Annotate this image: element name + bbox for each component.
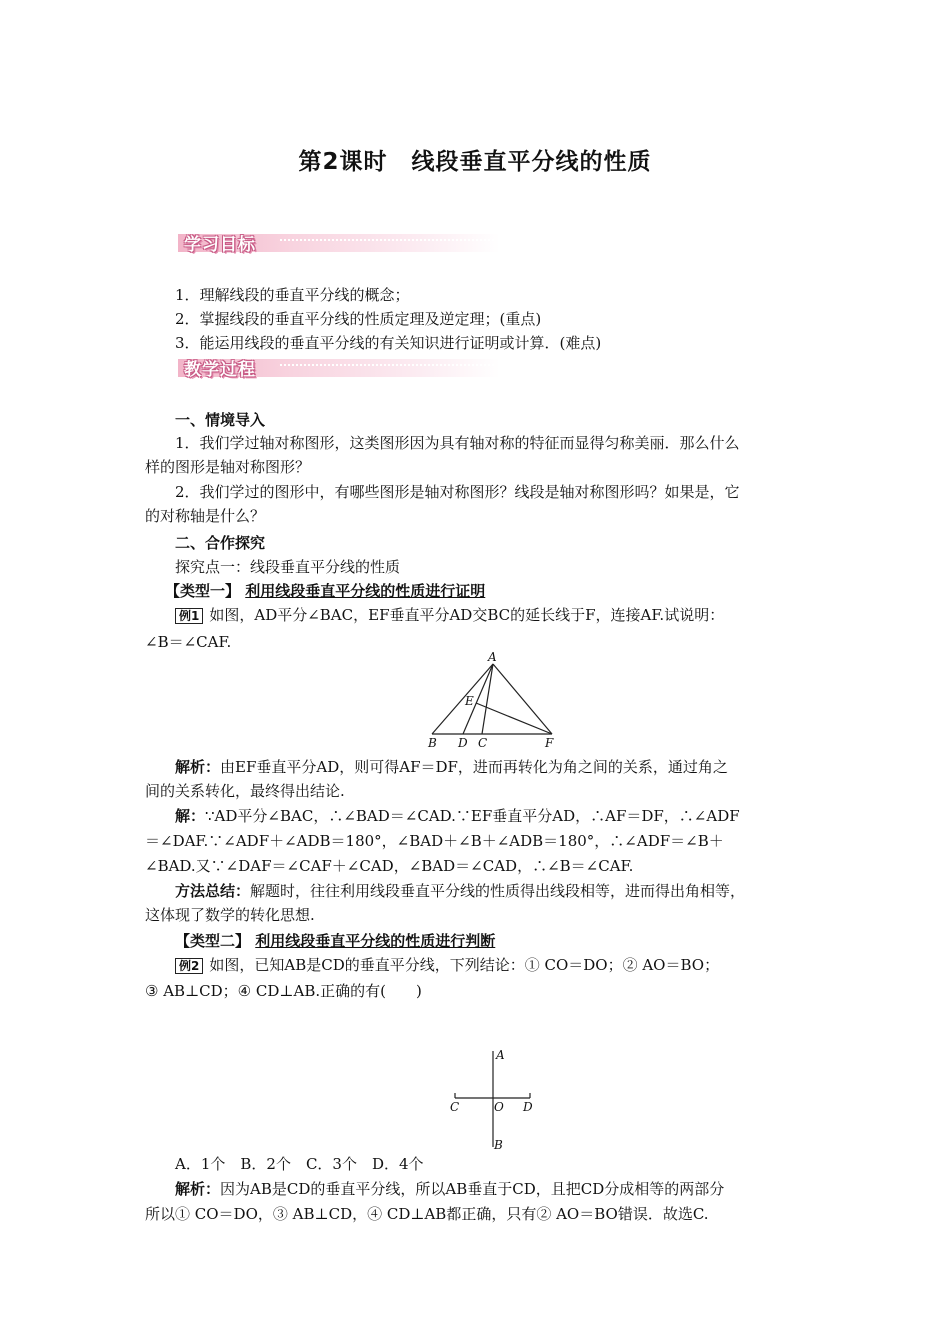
analysis-text: 因为AB是CD的垂直平分线，所以AB垂直于CD，且把CD分成相等的两部分 [220, 1180, 725, 1198]
paragraph-line: 所以① CO＝DO，③ AB⊥CD，④ CD⊥AB都正确，只有② AO＝BO错误．故选C. [145, 1205, 709, 1223]
problem-text: 如图，已知AB是CD的垂直平分线，下列结论：① CO＝DO；② AO＝BO； [209, 956, 720, 974]
label-a: A [488, 650, 497, 664]
segment-af [493, 664, 552, 734]
label-a: A [496, 1048, 505, 1062]
paragraph-line: ＝∠DAF.∵∠ADF＋∠ADB＝180°，∠BAD＋∠B＋∠ADB＝180°，∴∠ADF＝∠B＋ [145, 832, 724, 850]
analysis-label: 解析： [175, 758, 221, 776]
paragraph-line: 2．我们学过的图形中，有哪些图形是轴对称图形？线段是轴对称图形吗？如果是，它 [175, 483, 740, 501]
goal-item: 1．理解线段的垂直平分线的概念； [175, 286, 410, 304]
analysis-label: 解析： [175, 1180, 221, 1198]
label-d: D [458, 736, 468, 750]
analysis-text: 由EF垂直平分AD，则可得AF＝DF，进而再转化为角之间的关系，通过角之 [220, 758, 728, 776]
heading-part2: 二、合作探究 [175, 534, 266, 552]
page-title: 第2课时 线段垂直平分线的性质 [298, 149, 652, 175]
label-c: C [450, 1100, 460, 1114]
summary-text: 解题时，往往利用线段垂直平分线的性质得出线段相等，进而得出角相等， [250, 882, 746, 900]
example-1-line [175, 603, 724, 627]
solution-line [175, 804, 740, 828]
type-tag: 【类型二】 [175, 932, 251, 950]
banner-dots [280, 239, 494, 241]
paragraph-line: 1．我们学过轴对称图形，这类图形因为具有轴对称的特征而显得匀称美丽．那么什么 [175, 434, 740, 452]
banner-label: 学习目标 [184, 235, 256, 255]
type2-heading [175, 929, 495, 953]
inquiry-point: 探究点一：线段垂直平分线的性质 [175, 558, 401, 576]
label-b: B [494, 1138, 503, 1152]
type-title: 利用线段垂直平分线的性质进行判断 [255, 932, 496, 950]
label-o: O [494, 1100, 504, 1114]
goal-item: 3．能运用线段的垂直平分线的有关知识进行证明或计算．(难点) [175, 334, 602, 352]
section-banner-process [178, 355, 500, 379]
label-c: C [478, 736, 488, 750]
banner-label: 教学过程 [184, 360, 256, 380]
problem-text: 如图，AD平分∠BAC，EF垂直平分AD交BC的延长线于F，连接AF.试说明： [209, 606, 725, 624]
solution-label: 解： [175, 807, 206, 825]
cross-figure [445, 1045, 545, 1155]
paragraph-line: 间的关系转化，最终得出结论. [145, 782, 345, 800]
paragraph-line: ∠B＝∠CAF. [145, 633, 232, 651]
label-b: B [428, 736, 437, 750]
banner-dots [280, 364, 494, 366]
label-f: F [545, 736, 554, 750]
answer-options: A．1个 B．2个 C．3个 D．4个 [175, 1155, 424, 1173]
example-2-line [175, 953, 719, 977]
paragraph-line: 样的图形是轴对称图形？ [145, 458, 311, 476]
goal-item: 2．掌握线段的垂直平分线的性质定理及逆定理；(重点) [175, 310, 542, 328]
paragraph-line: ③ AB⊥CD；④ CD⊥AB.正确的有( ) [145, 982, 422, 1000]
paragraph-line: 的对称轴是什么？ [145, 507, 266, 525]
example-badge: 例2 [175, 958, 203, 974]
type1-heading [165, 579, 485, 603]
analysis-2-line [175, 1177, 724, 1201]
heading-part1: 一、情境导入 [175, 411, 266, 429]
section-banner-goals [178, 230, 500, 254]
analysis-1-line [175, 755, 728, 779]
label-d: D [523, 1100, 533, 1114]
triangle-figure [420, 650, 570, 750]
summary-line [175, 879, 745, 903]
label-e: E [465, 694, 474, 708]
type-tag: 【类型一】 [165, 582, 241, 600]
segment-ef [476, 703, 552, 734]
type-title: 利用线段垂直平分线的性质进行证明 [245, 582, 486, 600]
paragraph-line: ∠BAD.又∵∠DAF＝∠CAF＋∠CAD，∠BAD＝∠CAD，∴∠B＝∠CAF. [145, 857, 634, 875]
solution-text: ∵AD平分∠BAC，∴∠BAD＝∠CAD.∵EF垂直平分AD，∴AF＝DF，∴∠ADF [205, 807, 740, 825]
example-badge: 例1 [175, 608, 203, 624]
paragraph-line: 这体现了数学的转化思想. [145, 906, 315, 924]
summary-label: 方法总结： [175, 882, 251, 900]
